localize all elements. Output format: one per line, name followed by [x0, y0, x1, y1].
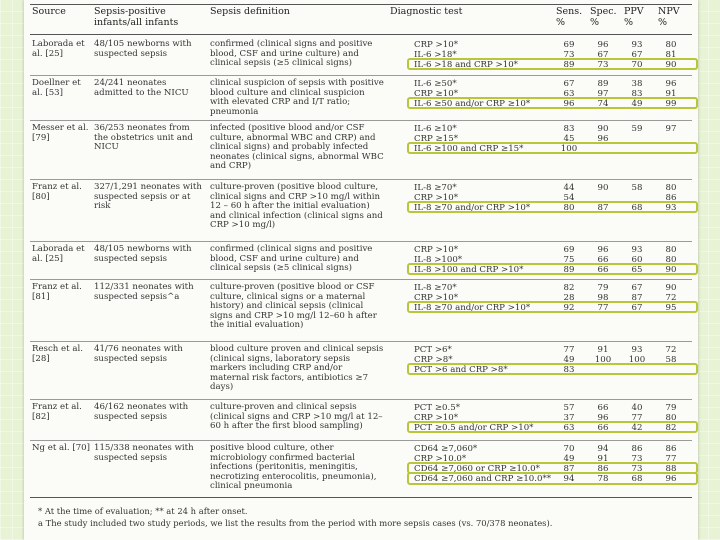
value-sens: 92 [563, 303, 575, 313]
row-definition: confirmed (clinical signs and positive blood, CSF and urine culture) and clinical sepsis (≥5 clinical signs) [210, 244, 373, 274]
value-sens: 57 [563, 403, 575, 413]
value-ppv: 87 [631, 293, 643, 303]
row-definition: blood culture proven and clinical sepsis (clinical signs, laboratory sepsis markers including CRP and/or maternal risk factors, antibiotics ≥7 days) [210, 344, 384, 393]
footnote-2: a The study included two study periods, we list the results from the period with more sepsis cases (vs. 70/378 neonates). [38, 518, 553, 528]
row-infants: 327/1,291 neonates with suspected sepsis or at risk [94, 182, 202, 212]
diagnostic-test: IL-6 >18* [414, 50, 457, 60]
value-ppv: 70 [631, 60, 643, 70]
row-source: Ng et al. [70] [32, 443, 90, 453]
value-spec: 66 [597, 403, 609, 413]
row-source: Doellner et al. [53] [32, 78, 81, 98]
value-spec: 97 [597, 89, 609, 99]
diagnostic-test: PCT >6 and CRP >8* [414, 365, 508, 375]
diagnostic-test: PCT >6* [414, 345, 452, 355]
value-sens: 63 [563, 89, 575, 99]
value-spec: 94 [597, 444, 609, 454]
value-ppv: 83 [631, 89, 643, 99]
value-sens: 96 [563, 99, 575, 109]
header-source: Source [32, 6, 66, 17]
header-spec: Spec. % [590, 6, 617, 28]
value-spec: 91 [597, 454, 609, 464]
row-source: Franz et al. [81] [32, 282, 82, 302]
value-ppv: 93 [631, 245, 643, 255]
value-npv: 58 [665, 355, 677, 365]
diagnostic-test: CRP >8* [414, 355, 453, 365]
row-infants: 46/162 neonates with suspected sepsis [94, 402, 189, 422]
value-sens: 69 [563, 245, 575, 255]
value-sens: 44 [563, 183, 575, 193]
value-ppv: 73 [631, 454, 643, 464]
header-sens: Sens. % [556, 6, 583, 28]
row-infants: 115/338 neonates with suspected sepsis [94, 443, 194, 463]
value-sens: 73 [563, 50, 575, 60]
diagnostic-test: CD64 ≥7,060 and CRP ≥10.0** [414, 474, 552, 484]
value-ppv: 40 [631, 403, 643, 413]
value-npv: 77 [665, 454, 677, 464]
diagnostic-test: IL-8 ≥70* [414, 283, 457, 293]
diagnostic-test: IL-8 >100* [414, 255, 463, 265]
diagnostic-test: IL-6 ≥50 and/or CRP ≥10* [414, 99, 531, 109]
value-npv: 99 [665, 99, 677, 109]
header-ppv: PPV % [624, 6, 644, 28]
value-npv: 80 [665, 245, 677, 255]
value-npv: 88 [665, 464, 677, 474]
value-ppv: 93 [631, 40, 643, 50]
value-spec: 90 [597, 124, 609, 134]
row-definition: confirmed (clinical signs and positive blood, CSF and urine culture) and clinical sepsis (≥5 clinical signs) [210, 39, 373, 69]
diagnostic-test: IL-8 >100 and CRP >10* [414, 265, 524, 275]
value-npv: 80 [665, 413, 677, 423]
value-npv: 91 [665, 89, 677, 99]
value-npv: 86 [665, 444, 677, 454]
value-sens: 37 [563, 413, 575, 423]
row-definition: culture-proven (positive blood culture, clinical signs and CRP >10 mg/l within 12 – 60 h after the initial evaluation) and clinical infection (clinical signs and CRP >10 mg/l) [210, 182, 383, 231]
diagnostic-test: PCT ≥0.5* [414, 403, 460, 413]
value-npv: 80 [665, 255, 677, 265]
value-sens: 77 [563, 345, 575, 355]
header-rule-top [30, 4, 692, 5]
value-sens: 67 [563, 79, 575, 89]
row-definition: infected (positive blood and/or CSF culture, abnormal WBC and CRP) and clinical signs) and probably infected neonates (clinical signs, abnormal WBC and CRP) [210, 123, 384, 172]
value-ppv: 73 [631, 464, 643, 474]
value-spec: 66 [597, 423, 609, 433]
value-spec: 73 [597, 60, 609, 70]
value-spec: 78 [597, 474, 609, 484]
diagnostic-test: CD64 ≥7,060* [414, 444, 478, 454]
diagnostic-test: IL-6 ≥50* [414, 79, 457, 89]
value-npv: 97 [665, 124, 677, 134]
value-sens: 89 [563, 60, 575, 70]
value-npv: 79 [665, 403, 677, 413]
value-ppv: 65 [631, 265, 643, 275]
diagnostic-test: CRP ≥15* [414, 134, 458, 144]
value-ppv: 38 [631, 79, 643, 89]
value-ppv: 49 [631, 99, 643, 109]
value-sens: 54 [563, 193, 575, 203]
value-npv: 93 [665, 203, 677, 213]
footer-rule [30, 497, 692, 498]
value-spec: 96 [597, 40, 609, 50]
value-npv: 86 [665, 193, 677, 203]
row-source: Resch et al. [28] [32, 344, 83, 364]
row-infants: 36/253 neonates from the obstetrics unit and NICU [94, 123, 193, 153]
diagnostic-test: CRP >10* [414, 193, 458, 203]
header-rule-bottom [30, 34, 692, 35]
value-spec: 67 [597, 50, 609, 60]
value-npv: 95 [665, 303, 677, 313]
diagnostic-test: PCT ≥0.5 and/or CRP >10* [414, 423, 534, 433]
diagnostic-test: CRP >10.0* [414, 454, 467, 464]
diagnostic-test: CRP >10* [414, 245, 458, 255]
value-spec: 96 [597, 134, 609, 144]
value-sens: 83 [563, 365, 575, 375]
header-definition: Sepsis definition [210, 6, 290, 17]
value-ppv: 58 [631, 183, 643, 193]
row-infants: 112/331 neonates with suspected sepsis^a [94, 282, 194, 302]
value-npv: 96 [665, 79, 677, 89]
header-npv: NPV % [658, 6, 680, 28]
value-sens: 70 [563, 444, 575, 454]
value-ppv: 68 [631, 203, 643, 213]
value-sens: 69 [563, 40, 575, 50]
row-separator [30, 179, 692, 180]
value-spec: 89 [597, 79, 609, 89]
value-npv: 96 [665, 474, 677, 484]
row-separator [30, 75, 692, 76]
value-sens: 89 [563, 265, 575, 275]
row-source: Franz et al. [80] [32, 182, 82, 202]
row-separator [30, 241, 692, 242]
value-npv: 81 [665, 50, 677, 60]
value-ppv: 42 [631, 423, 643, 433]
value-spec: 66 [597, 265, 609, 275]
value-npv: 90 [665, 283, 677, 293]
diagnostic-test: IL-6 ≥10* [414, 124, 457, 134]
value-sens: 49 [563, 355, 575, 365]
diagnostic-test: IL-8 ≥70* [414, 183, 457, 193]
value-spec: 100 [594, 355, 612, 365]
diagnostic-test: CRP ≥10* [414, 89, 458, 99]
row-infants: 41/76 neonates with suspected sepsis [94, 344, 183, 364]
value-sens: 83 [563, 124, 575, 134]
value-ppv: 67 [631, 303, 643, 313]
value-sens: 80 [563, 203, 575, 213]
value-npv: 72 [665, 345, 677, 355]
value-sens: 87 [563, 464, 575, 474]
value-spec: 98 [597, 293, 609, 303]
value-npv: 80 [665, 40, 677, 50]
value-npv: 90 [665, 60, 677, 70]
row-source: Laborada et al. [25] [32, 244, 85, 264]
value-sens: 94 [563, 474, 575, 484]
value-ppv: 86 [631, 444, 643, 454]
value-sens: 63 [563, 423, 575, 433]
value-ppv: 67 [631, 50, 643, 60]
row-definition: culture-proven and clinical sepsis (clinical signs and CRP >10 mg/l at 12–60 h after the first blood sampling) [210, 402, 383, 432]
diagnostic-test: IL-6 >18 and CRP >10* [414, 60, 518, 70]
row-definition: culture-proven (positive blood or CSF culture, clinical signs or a maternal history) and clinical sepsis (clinical signs and CRP >10 mg/l 12–60 h after the initial evaluation) [210, 282, 377, 331]
value-npv: 80 [665, 183, 677, 193]
diagnostic-test: IL-8 ≥70 and/or CRP >10* [414, 203, 531, 213]
value-npv: 90 [665, 265, 677, 275]
row-infants: 24/241 neonates admitted to the NICU [94, 78, 189, 98]
value-ppv: 59 [631, 124, 643, 134]
value-sens: 82 [563, 283, 575, 293]
diagnostic-test: CRP >10* [414, 413, 458, 423]
value-spec: 79 [597, 283, 609, 293]
table-sheet [24, 0, 698, 540]
value-npv: 72 [665, 293, 677, 303]
value-spec: 77 [597, 303, 609, 313]
diagnostic-test: IL-6 ≥100 and CRP ≥15* [414, 144, 524, 154]
footnote-1: * At the time of evaluation; ** at 24 h after onset. [38, 506, 248, 516]
diagnostic-test: CRP >10* [414, 293, 458, 303]
value-ppv: 77 [631, 413, 643, 423]
row-separator [30, 399, 692, 400]
value-spec: 74 [597, 99, 609, 109]
row-source: Laborada et al. [25] [32, 39, 85, 59]
value-ppv: 93 [631, 345, 643, 355]
row-separator [30, 120, 692, 121]
row-source: Franz et al. [82] [32, 402, 82, 422]
value-spec: 96 [597, 413, 609, 423]
highlight-box [407, 462, 698, 474]
value-sens: 75 [563, 255, 575, 265]
value-npv: 82 [665, 423, 677, 433]
value-ppv: 60 [631, 255, 643, 265]
row-source: Messer et al. [79] [32, 123, 89, 143]
value-spec: 87 [597, 203, 609, 213]
value-ppv: 68 [631, 474, 643, 484]
value-sens: 28 [563, 293, 575, 303]
value-spec: 90 [597, 183, 609, 193]
value-spec: 86 [597, 464, 609, 474]
row-definition: positive blood culture, other microbiology confirmed bacterial infections (peritonitis, meningitis, necrotizing enterocolitis, pneumonia), clinical pneumonia [210, 443, 377, 492]
value-spec: 91 [597, 345, 609, 355]
row-separator [30, 341, 692, 342]
header-infants: Sepsis-positive infants/all infants [94, 6, 179, 28]
header-test: Diagnostic test [390, 6, 463, 17]
row-infants: 48/105 newborns with suspected sepsis [94, 244, 192, 264]
value-ppv: 67 [631, 283, 643, 293]
diagnostic-test: IL-8 ≥70 and/or CRP >10* [414, 303, 531, 313]
row-definition: clinical suspicion of sepsis with positive blood culture and clinical suspicion with elevated CRP and I/T ratio; pneumonia [210, 78, 384, 117]
row-separator [30, 440, 692, 441]
value-ppv: 100 [628, 355, 646, 365]
value-sens: 100 [560, 144, 578, 154]
value-spec: 96 [597, 245, 609, 255]
value-sens: 49 [563, 454, 575, 464]
value-sens: 45 [563, 134, 575, 144]
diagnostic-test: CD64 ≥7,060 or CRP ≥10.0* [414, 464, 540, 474]
row-infants: 48/105 newborns with suspected sepsis [94, 39, 192, 59]
value-spec: 66 [597, 255, 609, 265]
diagnostic-test: CRP >10* [414, 40, 458, 50]
row-separator [30, 279, 692, 280]
